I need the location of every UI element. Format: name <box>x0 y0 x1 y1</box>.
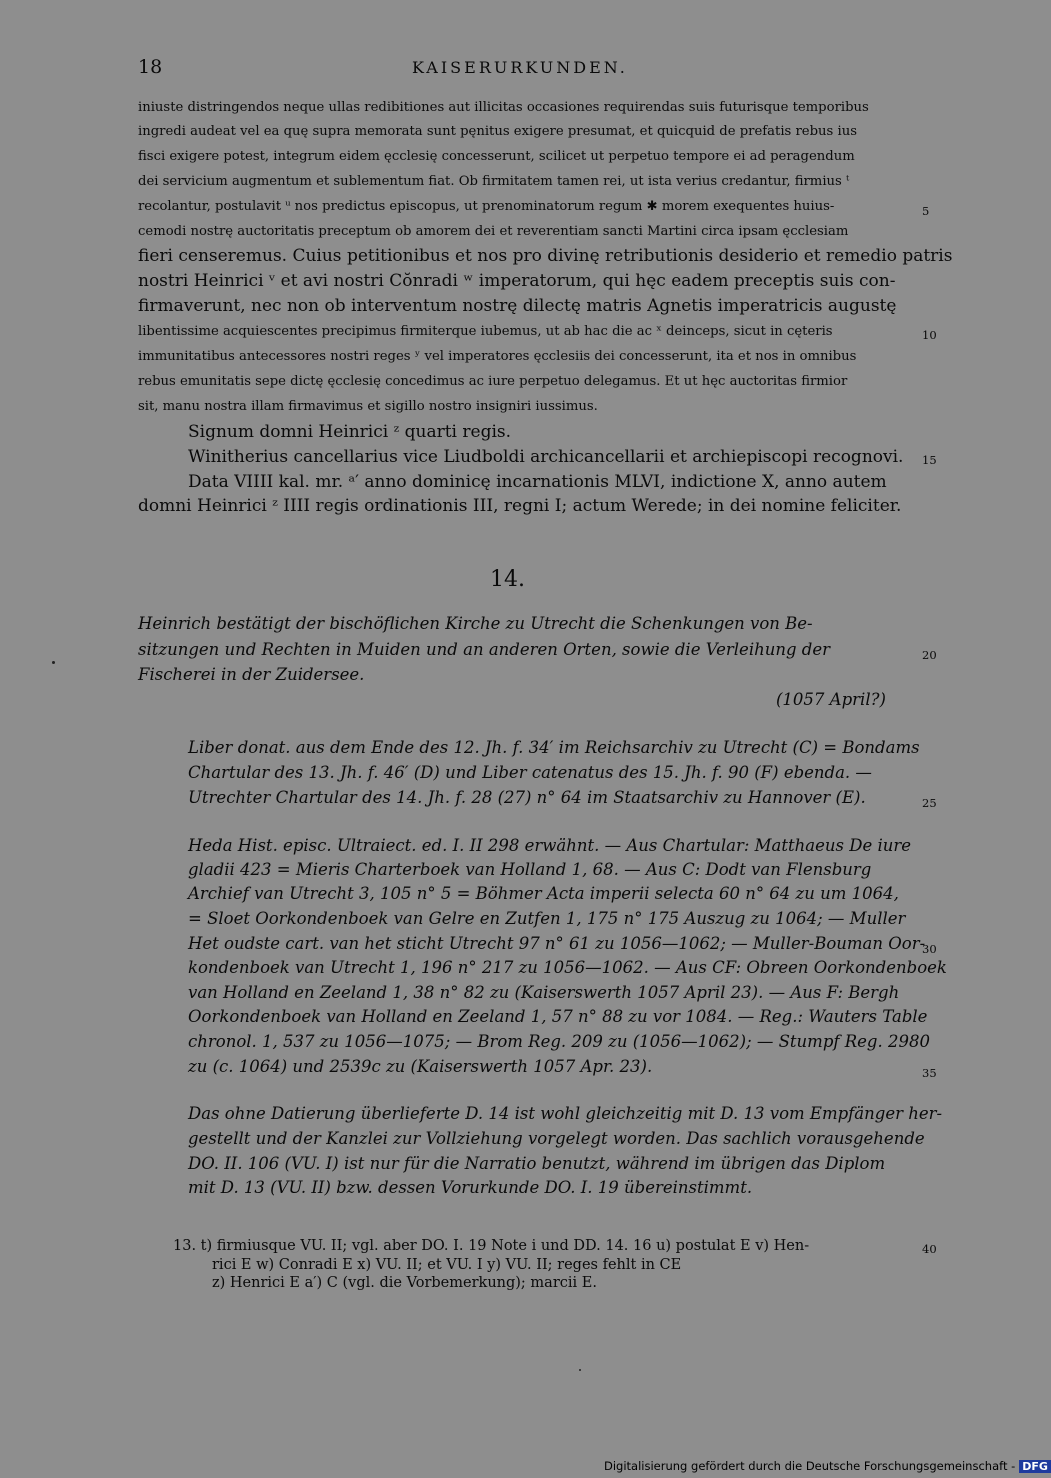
text-line: iniuste distringendos neque ullas redibitiones aut illicitas occasiones requirendas suis futurisque temporibus <box>138 100 869 115</box>
line-number: 30 <box>922 942 937 956</box>
text-line: fisci exigere potest, integrum eidem ęcclesię concesserunt, scilicet ut perpetuo tempore ei ad peragendum <box>138 149 855 164</box>
regest-line: Fischerei in der Zuidersee. <box>138 665 365 684</box>
note-line: zu (c. 1064) und 2539c zu (Kaiserswerth 1057 Apr. 23). <box>188 1057 653 1076</box>
text-line: ingredi audeat vel ea quę supra memorata sunt pęnitus exigere presumat, et quicquid de prefatis rebus ius <box>138 124 857 139</box>
note-line: Archief van Utrecht 3, 105 n° 5 = Böhmer Acta imperii selecta 60 n° 64 zu um 1064, <box>188 884 899 903</box>
note-line: = Sloet Oorkondenboek van Gelre en Zutfen 1, 175 n° 175 Auszug zu 1064; — Muller <box>188 909 906 928</box>
dfg-logo: DFG <box>1019 1460 1051 1473</box>
note-line: van Holland en Zeeland 1, 38 n° 82 zu (Kaiserswerth 1057 April 23). — Aus F: Bergh <box>188 983 900 1002</box>
note-line: gladii 423 = Mieris Charterboek van Holland 1, 68. — Aus C: Dodt van Flensburg <box>188 860 872 879</box>
note-line: Chartular des 13. Jh. f. 46′ (D) und Liber catenatus des 15. Jh. f. 90 (F) ebenda. — <box>188 763 872 782</box>
text-line: Winitherius cancellarius vice Liudboldi archicancellarii et archiepiscopi recognovi. <box>188 447 904 467</box>
regest-line: Heinrich bestätigt der bischöflichen Kirche zu Utrecht die Schenkungen von Be- <box>138 614 813 633</box>
note-line: Oorkondenboek van Holland en Zeeland 1, 57 n° 88 zu vor 1084. — Reg.: Wauters Table <box>188 1007 928 1026</box>
text-line: immunitatibus antecessores nostri reges ʸ vel imperatores ęcclesiis dei concesserunt, ita et nos in omnibus <box>138 349 857 364</box>
note-line: Het oudste cart. van het sticht Utrecht 97 n° 61 zu 1056—1062; — Muller-Bouman Oor- <box>188 934 926 953</box>
note-line: Utrechter Chartular des 14. Jh. f. 28 (27) n° 64 im Staatsarchiv zu Hannover (E). <box>188 788 866 807</box>
text-line: sit, manu nostra illam firmavimus et sigillo nostro insigniri iussimus. <box>138 399 598 414</box>
text-line: firmaverunt, nec non ob interventum nostrę dilectę matris Agnetis imperatricis augustę <box>138 296 897 316</box>
text-line: dei servicium augmentum et sublementum fiat. Ob firmitatem tamen rei, ut ista verius credantur, firmius ᵗ <box>138 174 850 189</box>
line-number: 15 <box>922 453 937 467</box>
text-line: Signum domni Heinrici ᶻ quarti regis. <box>188 422 512 442</box>
text-line: fieri censeremus. Cuius petitionibus et nos pro divinę retributionis desiderio et remedio patris <box>138 246 953 266</box>
stray-dot <box>52 661 55 664</box>
footnote-line: 13. t) firmiusque VU. II; vgl. aber DO. I. 19 Note i und DD. 14. 16 u) postulat E v) Hen- <box>173 1238 810 1254</box>
footnote-line: rici E w) Conradi E x) VU. II; et VU. I y) VU. II; reges fehlt in CE <box>212 1257 682 1273</box>
line-number: 35 <box>922 1066 937 1080</box>
charter-date: (1057 April?) <box>776 690 886 709</box>
footnote-line: z) Henrici E a′) C (vgl. die Vorbemerkung); marcii E. <box>212 1275 597 1291</box>
regest-line: sitzungen und Rechten in Muiden und an anderen Orten, sowie die Verleihung der <box>138 640 830 659</box>
note-line: kondenboek van Utrecht 1, 196 n° 217 zu 1056—1062. — Aus CF: Obreen Oorkondenboek <box>188 958 947 977</box>
text-line: nostri Heinrici ᵛ et avi nostri Cŏnradi ʷ imperatorum, qui hęc eadem preceptis suis con- <box>138 271 896 291</box>
note-line: DO. II. 106 (VU. I) ist nur für die Narratio benutzt, während im übrigen das Diplom <box>188 1154 886 1173</box>
note-line: Das ohne Datierung überlieferte D. 14 ist wohl gleichzeitig mit D. 13 vom Empfänger her- <box>188 1104 943 1123</box>
running-title: KAISERURKUNDEN. <box>412 58 628 77</box>
note-line: mit D. 13 (VU. II) bzw. dessen Vorurkunde DO. I. 19 übereinstimmt. <box>188 1178 753 1197</box>
note-line: Liber donat. aus dem Ende des 12. Jh. f. 34′ im Reichsarchiv zu Utrecht (C) = Bondams <box>188 738 920 757</box>
note-line: Heda Hist. episc. Ultraiect. ed. I. II 298 erwähnt. — Aus Chartular: Matthaeus De iure <box>188 836 912 855</box>
text-line: libentissime acquiescentes precipimus firmiterque iubemus, ut ab hac die ac ˣ deinceps, sicut in cęteris <box>138 324 833 339</box>
dfg-footer <box>604 1459 1051 1477</box>
page-number: 18 <box>138 56 163 78</box>
text-line: recolantur, postulavit ᵘ nos predictus episcopus, ut prenominatorum regum ✱ morem exequentes huius- <box>138 199 835 214</box>
charter-number: 14. <box>490 567 525 592</box>
line-number: 10 <box>922 328 937 342</box>
line-number: 20 <box>922 648 937 662</box>
text-line: cemodi nostrę auctoritatis preceptum ob amorem dei et reverentiam sancti Martini circa ipsam ęcclesiam <box>138 224 849 239</box>
stray-dot <box>579 1369 581 1371</box>
text-line: domni Heinrici ᶻ IIII regis ordinationis III, regni I; actum Werede; in dei nomine feliciter. <box>138 496 902 516</box>
text-line: rebus emunitatis sepe dictę ęcclesię concedimus ac iure perpetuo delegamus. Et ut hęc auctoritas firmior <box>138 374 848 389</box>
line-number: 25 <box>922 796 937 810</box>
line-number: 5 <box>922 204 930 218</box>
footer-text: Digitalisierung gefördert durch die Deutsche Forschungsgemeinschaft - <box>604 1459 1016 1473</box>
note-line: chronol. 1, 537 zu 1056—1075; — Brom Reg. 209 zu (1056—1062); — Stumpf Reg. 2980 <box>188 1032 930 1051</box>
line-number: 40 <box>922 1242 937 1256</box>
note-line: gestellt und der Kanzlei zur Vollziehung vorgelegt worden. Das sachlich vorausgehende <box>188 1129 925 1148</box>
text-line: Data VIIII kal. mr. ᵃ′ anno dominicę incarnationis MLVI, indictione X, anno autem <box>188 472 887 492</box>
